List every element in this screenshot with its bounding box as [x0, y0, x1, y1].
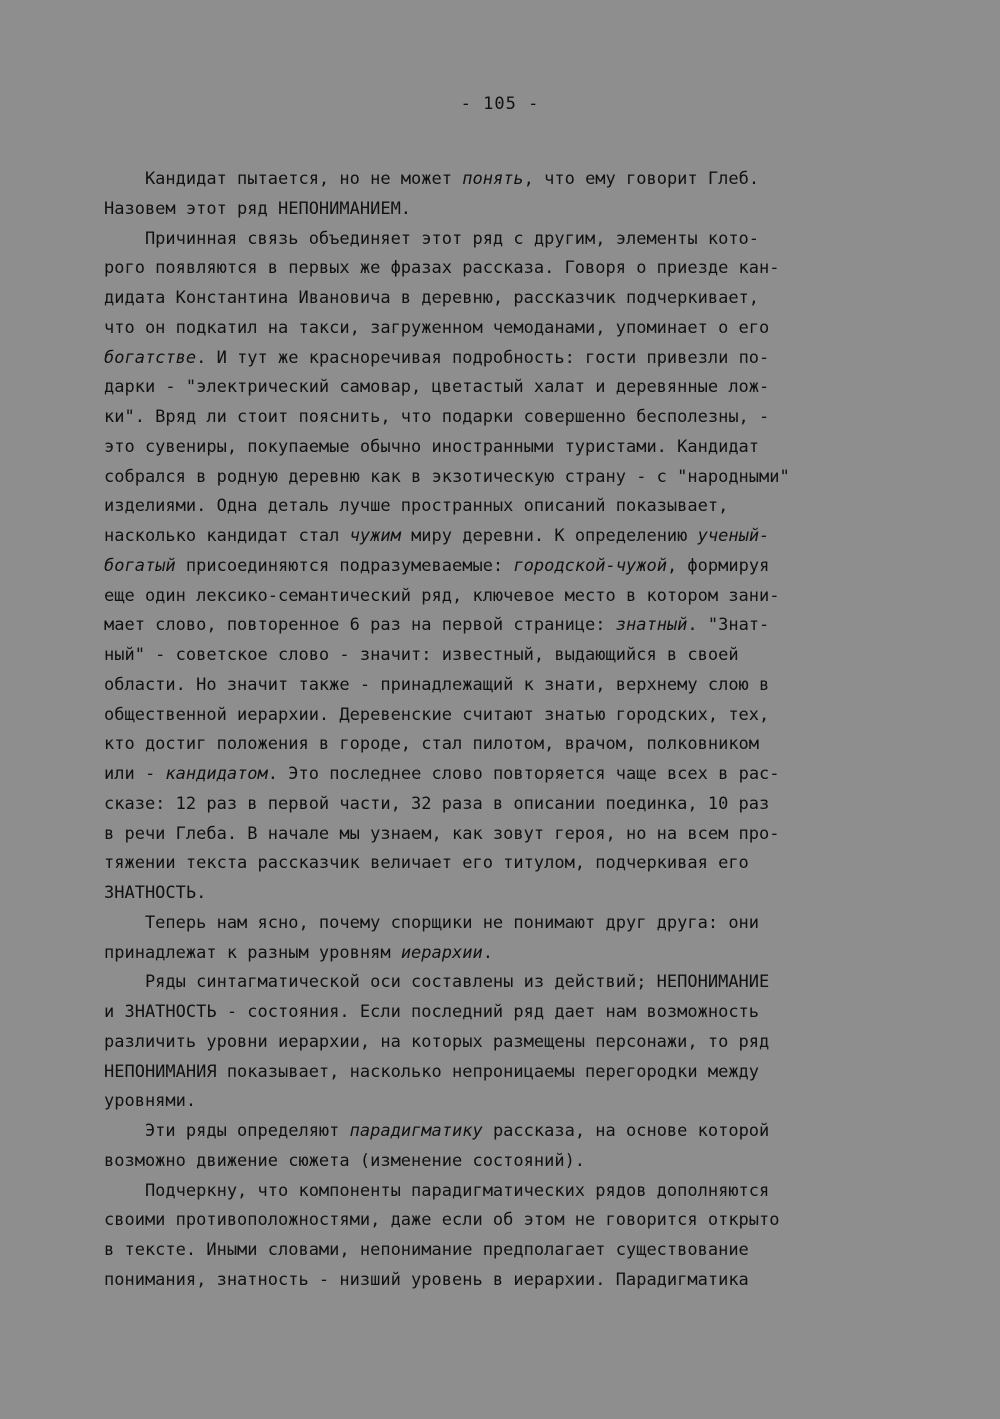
italic-text: городской-чужой	[513, 555, 667, 576]
text-segment: , формируя	[666, 555, 770, 576]
text-line	[104, 760, 904, 790]
text-line	[104, 611, 904, 641]
text-segment: Подчеркну, что компоненты парадигматических рядов дополняются	[104, 1180, 770, 1201]
text-line	[104, 730, 904, 760]
text-line	[104, 1058, 904, 1088]
page-number: - 105 -	[460, 94, 540, 114]
text-segment: . Это последнее слово повторяется чаще всех в рас-	[267, 764, 780, 784]
text-segment: присоединяются подразумеваемые:	[175, 555, 514, 576]
text-line	[104, 492, 904, 522]
text-segment: мает слово, повторенное 6 раз на первой странице:	[104, 615, 616, 636]
text-segment: ки". Вряд ли стоит пояснить, что подарки совершенно бесполезны, -	[104, 407, 770, 427]
text-segment: . И тут же красноречивая подробность: гости привезли по-	[196, 347, 770, 368]
text-segment: принадлежат к разным уровням	[104, 942, 401, 963]
text-line	[104, 1028, 904, 1058]
text-segment: или -	[104, 764, 166, 784]
text-line	[104, 403, 904, 433]
text-segment: изделиями. Одна деталь лучше пространных описаний показывает,	[104, 496, 729, 517]
text-segment: Ряды синтагматической оси составлены из действий; НЕПОНИМАНИЕ	[104, 972, 770, 993]
text-line	[104, 522, 904, 552]
italic-text: ученый-	[697, 526, 770, 546]
italic-text: кандидатом	[165, 764, 268, 784]
text-line	[104, 373, 904, 403]
text-segment: уровнями.	[104, 1091, 197, 1112]
body-text	[104, 165, 904, 1296]
text-segment: общественной иерархии. Деревенские считают знатью городских, тех,	[104, 704, 770, 725]
text-segment: . "Знат-	[687, 615, 770, 636]
text-line	[104, 195, 904, 225]
text-segment: кто достиг положения в городе, стал пилотом, врачом, полковником	[104, 734, 760, 755]
text-line	[104, 701, 904, 731]
text-line	[104, 879, 904, 909]
text-segment: дидата Константина Ивановича в деревню, рассказчик подчеркивает,	[104, 288, 760, 308]
italic-text: богатый	[104, 555, 176, 576]
text-line	[104, 165, 904, 195]
text-segment: Назовем этот ряд НЕПОНИМАНИЕМ.	[104, 198, 412, 219]
text-segment: насколько кандидат стал	[104, 526, 350, 546]
text-line	[104, 849, 904, 879]
text-segment: еще один лексико-семантический ряд, ключевое место в котором зани-	[104, 585, 780, 606]
text-line	[104, 314, 904, 344]
italic-text: парадигматику	[349, 1121, 483, 1141]
text-line	[104, 998, 904, 1028]
text-line	[104, 641, 904, 671]
italic-text: чужим	[349, 526, 401, 546]
text-segment: это сувениры, покупаемые обычно иностранными туристами. Кандидат	[104, 436, 760, 457]
text-line	[104, 1087, 904, 1117]
text-line	[104, 1147, 904, 1177]
text-line	[104, 284, 904, 314]
text-line	[104, 344, 904, 374]
text-line	[104, 939, 904, 969]
text-segment: области. Но значит также - принадлежащий к знати, верхнему слою в	[104, 674, 770, 695]
text-line	[104, 820, 904, 850]
text-segment: Кандидат пытается, но не может	[104, 169, 463, 189]
text-line	[104, 225, 904, 255]
text-segment: возможно движение сюжета (изменение состояний).	[104, 1150, 586, 1171]
italic-text: знатный	[615, 615, 688, 636]
text-segment: сказе: 12 раз в первой части, 32 раза в описании поединка, 10 раз	[104, 793, 770, 814]
text-segment: собрался в родную деревню как в экзотическую страну - с "народными"	[104, 466, 790, 487]
italic-text: иерархии	[400, 942, 483, 963]
text-segment: Эти ряды определяют	[104, 1121, 350, 1141]
text-segment: Причинная связь объединяет этот ряд с другим, элементы кото-	[104, 228, 760, 249]
text-segment: тяжении текста рассказчик величает его титулом, подчеркивая его	[104, 853, 749, 874]
italic-text: понять	[462, 169, 524, 189]
text-segment: ЗНАТНОСТЬ.	[104, 883, 207, 903]
text-segment: своими противоположностями, даже если об этом не говорится открыто	[104, 1210, 780, 1231]
text-line	[104, 968, 904, 998]
text-line	[104, 1117, 904, 1147]
text-segment: НЕПОНИМАНИЯ показывает, насколько непроницаемы перегородки между	[104, 1061, 760, 1082]
text-line	[104, 582, 904, 612]
text-line	[104, 463, 904, 493]
text-line	[104, 1236, 904, 1266]
text-segment: что он подкатил на такси, загруженном чемоданами, упоминает о его	[104, 317, 770, 338]
text-segment: Теперь нам ясно, почему спорщики не понимают друг друга: они	[104, 912, 760, 933]
text-segment: различить уровни иерархии, на которых размещены персонажи, то ряд	[104, 1031, 770, 1052]
text-segment: в речи Глеба. В начале мы узнаем, как зовут героя, но на всем про-	[104, 823, 780, 844]
text-line	[104, 1266, 904, 1296]
text-line	[104, 790, 904, 820]
text-segment: .	[482, 942, 493, 963]
text-segment: и ЗНАТНОСТЬ - состояния. Если последний ряд дает нам возможность	[104, 1002, 760, 1022]
text-line	[104, 254, 904, 284]
text-segment: рого появляются в первых же фразах рассказа. Говоря о приезде кан-	[104, 258, 780, 279]
text-segment: понимания, знатность - низший уровень в иерархии. Парадигматика	[104, 1269, 749, 1290]
text-line	[104, 909, 904, 939]
text-segment: миру деревни. К определению	[400, 526, 698, 546]
text-segment: в тексте. Иными словами, непонимание предполагает существование	[104, 1240, 749, 1260]
text-segment: дарки - "электрический самовар, цветастый халат и деревянные лож-	[104, 377, 770, 398]
text-line	[104, 671, 904, 701]
italic-text: богатстве	[104, 347, 197, 368]
text-line	[104, 1177, 904, 1207]
text-line	[104, 433, 904, 463]
text-segment: ный" - советское слово - значит: известный, выдающийся в своей	[104, 645, 739, 665]
text-segment: рассказа, на основе которой	[482, 1121, 770, 1141]
text-line	[104, 1206, 904, 1236]
text-line	[104, 552, 904, 582]
text-segment: , что ему говорит Глеб.	[523, 169, 760, 189]
